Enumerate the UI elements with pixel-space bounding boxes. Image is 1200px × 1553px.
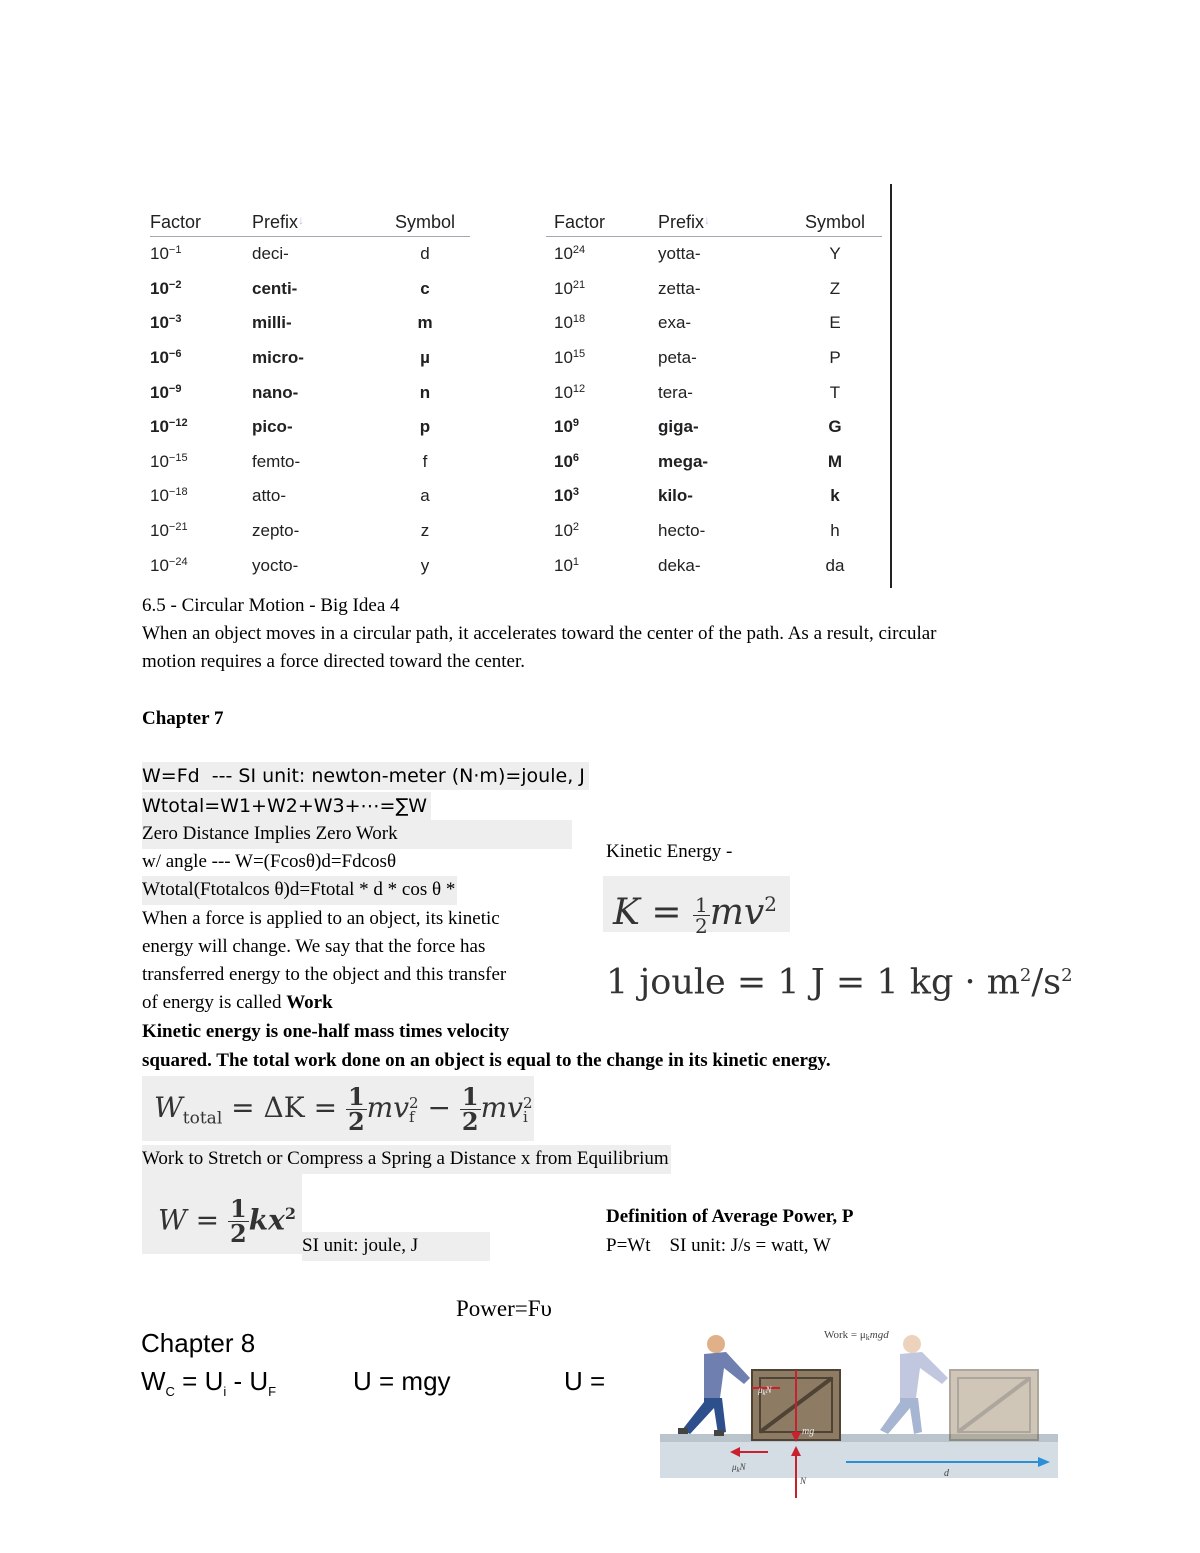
symbol-cell: m <box>417 313 433 333</box>
factor-cell: $10^{12}$ <box>554 382 586 402</box>
ke-bold-1: Kinetic energy is one-half mass times velocity <box>142 1021 510 1042</box>
symbol-cell: k <box>830 486 840 506</box>
table-row <box>546 410 882 445</box>
distance-label: d <box>944 1468 949 1479</box>
prefix-cell: tera- <box>658 382 693 402</box>
ke-bold-2: squared. The total work done on an object is equal to the change in its kinetic energy. <box>142 1050 831 1071</box>
circular-heading: 6.5 - Circular Motion - Big Idea 4 <box>142 595 400 616</box>
prefix-cell: giga- <box>658 417 699 437</box>
factor-cell: $10^{-15}$ <box>150 451 188 471</box>
factor-cell: $10^{24}$ <box>554 244 586 264</box>
chapter-8-heading: Chapter 8 <box>141 1328 256 1358</box>
factor-cell: $10^{18}$ <box>554 313 586 333</box>
factor-cell: $10^6$ <box>554 451 580 471</box>
work-para-1: When a force is applied to an object, its kinetic <box>142 908 500 929</box>
col-header-prefix[interactable]: Prefix↓ <box>658 208 788 237</box>
prefix-cell: hecto- <box>658 521 706 541</box>
applied-force-label: $\mu_kN$ <box>758 1385 772 1397</box>
factor-cell: $10^{-12}$ <box>150 417 188 437</box>
crate-friction-figure <box>660 1322 1058 1502</box>
table-row <box>546 237 882 272</box>
spring-work-formula: W = $\frac{1}{2}$ $kx^2$ <box>142 1174 302 1254</box>
zero-work-note: Zero Distance Implies Zero Work <box>142 820 572 849</box>
symbol-cell: G <box>828 417 842 437</box>
power-force-velocity: Power=Fυ <box>456 1296 552 1321</box>
work-angle: w/ angle --- W=(Fcosθ)d=Fdcosθ <box>142 851 397 872</box>
factor-cell: $10^3$ <box>554 486 580 506</box>
symbol-cell: P <box>829 348 841 368</box>
friction-label: $\mu_kN$ <box>732 1462 746 1474</box>
symbol-cell: E <box>829 313 841 333</box>
prefix-cell: pico- <box>252 417 293 437</box>
work-para-2: energy will change. We say that the force has <box>142 936 486 957</box>
prefix-cell: femto- <box>252 451 301 471</box>
work-definition: W=Fd --- SI unit: newton-meter (N·m)=joule, J <box>142 762 589 790</box>
symbol-cell: f <box>422 451 428 471</box>
factor-cell: $10^{-9}$ <box>150 382 182 402</box>
symbol-cell: c <box>420 278 430 298</box>
work-para-4: of energy is called Work <box>142 992 333 1013</box>
table-row <box>150 445 470 480</box>
work-energy-theorem-formula: $W_{total} = \Delta K$ = $\frac{1}{2}$ mv 2 f − $\frac{1}{2}$ mv 2 i <box>142 1076 534 1141</box>
factor-cell: $10^{21}$ <box>554 278 586 298</box>
symbol-cell: a <box>420 486 430 506</box>
prefix-table-small <box>150 208 470 583</box>
symbol-cell: Z <box>829 278 841 298</box>
sort-arrow-icon[interactable]: ↓ <box>298 212 305 227</box>
factor-cell: $10^2$ <box>554 521 580 541</box>
symbol-cell: p <box>419 417 431 437</box>
table-row <box>546 341 882 376</box>
prefix-cell: peta- <box>658 348 697 368</box>
chapter-7-heading: Chapter 7 <box>142 708 224 729</box>
prefix-cell: mega- <box>658 451 709 471</box>
prefix-cell: kilo- <box>658 486 693 506</box>
work-label: Work = μkmgd <box>824 1329 889 1342</box>
factor-cell: $10^{-6}$ <box>150 348 182 368</box>
table-row <box>150 479 470 514</box>
symbol-cell: h <box>830 521 840 541</box>
factor-cell: $10^1$ <box>554 555 580 575</box>
table-row <box>150 272 470 307</box>
prefix-cell: zetta- <box>658 278 701 298</box>
table-row <box>150 548 470 583</box>
work-para-3: transferred energy to the object and this transfer <box>142 964 507 985</box>
table-row <box>150 410 470 445</box>
symbol-cell: n <box>419 382 431 402</box>
joule-definition: 1 joule = 1 J = 1 kg · $m^2/s^2$ <box>606 962 1073 1003</box>
work-total-angle: Wtotal(Ftotalcos θ)d=Ftotal * d * cos θ * <box>142 876 457 905</box>
factor-cell: $10^{-2}$ <box>150 278 182 298</box>
prefix-cell: yotta- <box>658 244 701 264</box>
factor-cell: $10^{15}$ <box>554 348 586 368</box>
prefix-cell: deci- <box>252 244 289 264</box>
col-header-prefix[interactable]: Prefix↓ <box>252 208 380 237</box>
symbol-cell: T <box>829 382 841 402</box>
person-pushing-initial <box>678 1335 750 1436</box>
floor <box>660 1440 1058 1478</box>
ke-formula: K = $\frac{1}{2}$ $mv^2$ <box>603 876 790 932</box>
prefix-cell: micro- <box>252 348 304 368</box>
symbol-cell: z <box>420 521 430 541</box>
symbol-cell: da <box>825 555 845 575</box>
spring-label: Work to Stretch or Compress a Spring a Distance x from Equilibrium <box>142 1145 671 1174</box>
factor-cell: $10^{-21}$ <box>150 521 188 541</box>
circular-line-1: When an object moves in a circular path, it accelerates toward the center of the path. As a result, circular <box>142 623 937 644</box>
table-row <box>546 514 882 549</box>
prefix-table-large <box>546 208 882 583</box>
factor-cell: $10^9$ <box>554 417 580 437</box>
prefix-cell: zepto- <box>252 521 300 541</box>
ke-label: Kinetic Energy - <box>606 841 733 862</box>
potential-energy-formula: U = mgy <box>353 1366 451 1396</box>
col-header-factor: Factor <box>546 208 658 237</box>
table-row <box>150 514 470 549</box>
prefix-cell: atto- <box>252 486 287 506</box>
col-header-symbol: Symbol <box>380 208 470 237</box>
col-header-symbol: Symbol <box>788 208 882 237</box>
table-row <box>150 341 470 376</box>
prefix-cell: yocto- <box>252 555 299 575</box>
crate-final <box>950 1370 1038 1440</box>
table-divider <box>890 184 892 588</box>
table-row <box>546 272 882 307</box>
prefix-cell: milli- <box>252 313 292 333</box>
table-row <box>546 375 882 410</box>
table-row <box>546 306 882 341</box>
prefix-cell: deka- <box>658 555 701 575</box>
table-row <box>546 479 882 514</box>
factor-cell: $10^{-3}$ <box>150 313 182 333</box>
table-row <box>150 375 470 410</box>
circular-line-2: motion requires a force directed toward the center. <box>142 651 525 672</box>
prefix-cell: nano- <box>252 382 299 402</box>
prefix-cell: centi- <box>252 278 298 298</box>
symbol-cell: M <box>827 451 843 471</box>
col-header-factor: Factor <box>150 208 252 237</box>
table-row <box>546 548 882 583</box>
work-total-sum: Wtotal=W1+W2+W3+⋯=∑W <box>142 792 431 820</box>
symbol-cell: µ <box>420 348 430 368</box>
table-row <box>150 237 470 272</box>
table-row <box>150 306 470 341</box>
normal-label: N <box>800 1476 807 1486</box>
power-heading: Definition of Average Power, P <box>606 1206 854 1227</box>
spring-si-unit: SI unit: joule, J <box>302 1232 490 1261</box>
prefix-cell: exa- <box>658 313 692 333</box>
factor-cell: $10^{-24}$ <box>150 555 188 575</box>
potential-energy-incomplete: U = <box>564 1366 606 1396</box>
factor-cell: $10^{-18}$ <box>150 486 188 506</box>
conservative-work-formula: $W_C = U_i - U_F$ <box>141 1366 277 1400</box>
power-definition: P=Wt SI unit: J/s = watt, W <box>606 1235 831 1256</box>
weight-label: mg <box>802 1426 815 1437</box>
table-row <box>546 445 882 480</box>
symbol-cell: d <box>420 244 430 264</box>
factor-cell: $10^{-1}$ <box>150 244 182 264</box>
symbol-cell: Y <box>829 244 841 264</box>
symbol-cell: y <box>420 555 430 575</box>
person-pushing-final <box>880 1335 948 1434</box>
sort-arrow-icon[interactable]: ↓ <box>704 212 711 227</box>
